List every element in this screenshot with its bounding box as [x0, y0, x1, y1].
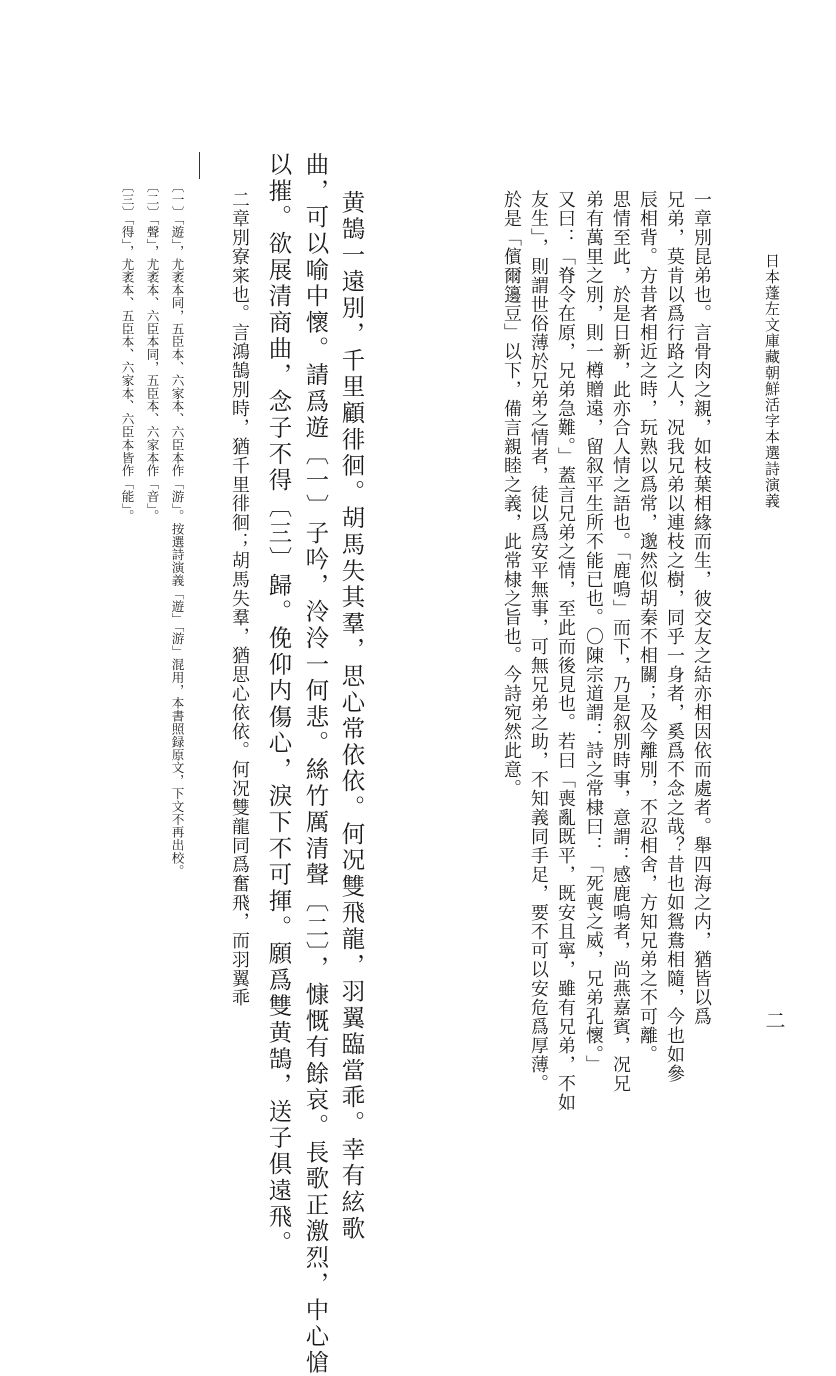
commentary-line: 一章別昆弟也。言骨肉之親，如枝葉相緣而生，彼交友之結亦相因依而處者。舉四海之内，猶皆以爲	[690, 190, 712, 1026]
footnote: 〔一〕「遊」，尤袤本同，五臣本、六家本、六臣本作「游」。按選詩演義「遊」「游」混用，本書照録原文，下文不再出校。	[169, 180, 185, 878]
commentary-line: 辰相背。方昔者相近之時，玩熟以爲常，邈然似胡秦不相關；及今離別，不忍相舍，方知兄弟之不可離。	[636, 190, 658, 1064]
commentary-line: 兄弟，莫肯以爲行路之人，况我兄弟以連枝之樹，同乎一身者，奚爲不念之哉？昔也如鴛鴦相隨，今也如參	[663, 190, 685, 1083]
page-number: 二	[762, 1010, 786, 1030]
commentary-line: 思情至此，於是日新，此亦合人情之語也。「鹿鳴」而下，乃是叙別時事，意謂：感鹿鳴者，尚燕嘉賓，况兄	[609, 190, 631, 1094]
commentary-line: 二章別寮宷也。言鴻鵠別時，猶千里徘徊；胡馬失羣，猶思心依依。何况雙龍同爲奮飛，而羽翼乖	[228, 190, 250, 1007]
poem-line: 曲，可以喻中懷。請爲遊〔一〕子吟，泠泠一何悲。絲竹厲清聲〔二〕，慷慨有餘哀。長歌正激烈，中心愴	[301, 152, 330, 1376]
commentary-line: 弟有萬里之別，則一樽贈遠，留叙平生所不能已也。〇陳宗道謂：詩之常棣曰：「死喪之威，兄弟孔懷。」	[582, 190, 604, 1075]
footnote-divider	[199, 152, 200, 179]
running-header: 日本蓬左文庫藏朝鮮活字本選詩演義	[763, 253, 781, 509]
poem-line: 黄鵠一遠別，千里顧徘徊。胡馬失其羣，思心常依依。何况雙飛龍，羽翼臨當乖。幸有絃歌	[337, 190, 366, 1242]
commentary-line: 於是「儐爾籩豆」以下，備言親睦之義，此常棣之旨也。今詩宛然此意。	[500, 190, 522, 798]
footnote: 〔三〕「得」，尤袤本、五臣本、六家本、六臣本皆作「能」。	[119, 180, 135, 523]
poem-line: 以摧。欲展清商曲，念子不得〔三〕歸。俛仰内傷心，淚下不可揮。願爲雙黄鵠，送子俱遠飛。	[264, 152, 293, 1257]
commentary-line: 又曰：「脊令在原，兄弟急難。」蓋言兄弟之情，至此而後見也。若曰「喪亂既平，既安且寧，雖有兄弟，不如	[554, 190, 576, 1113]
commentary-line: 友生」，則謂世俗薄於兄弟之情者，徒以爲安平無事，可無兄弟之助，不知義同手足，要不可以安危爲厚薄。	[527, 190, 549, 1094]
footnote: 〔二〕「聲」，尤袤本、六臣本同，五臣本、六家本作「音」。	[144, 180, 160, 523]
